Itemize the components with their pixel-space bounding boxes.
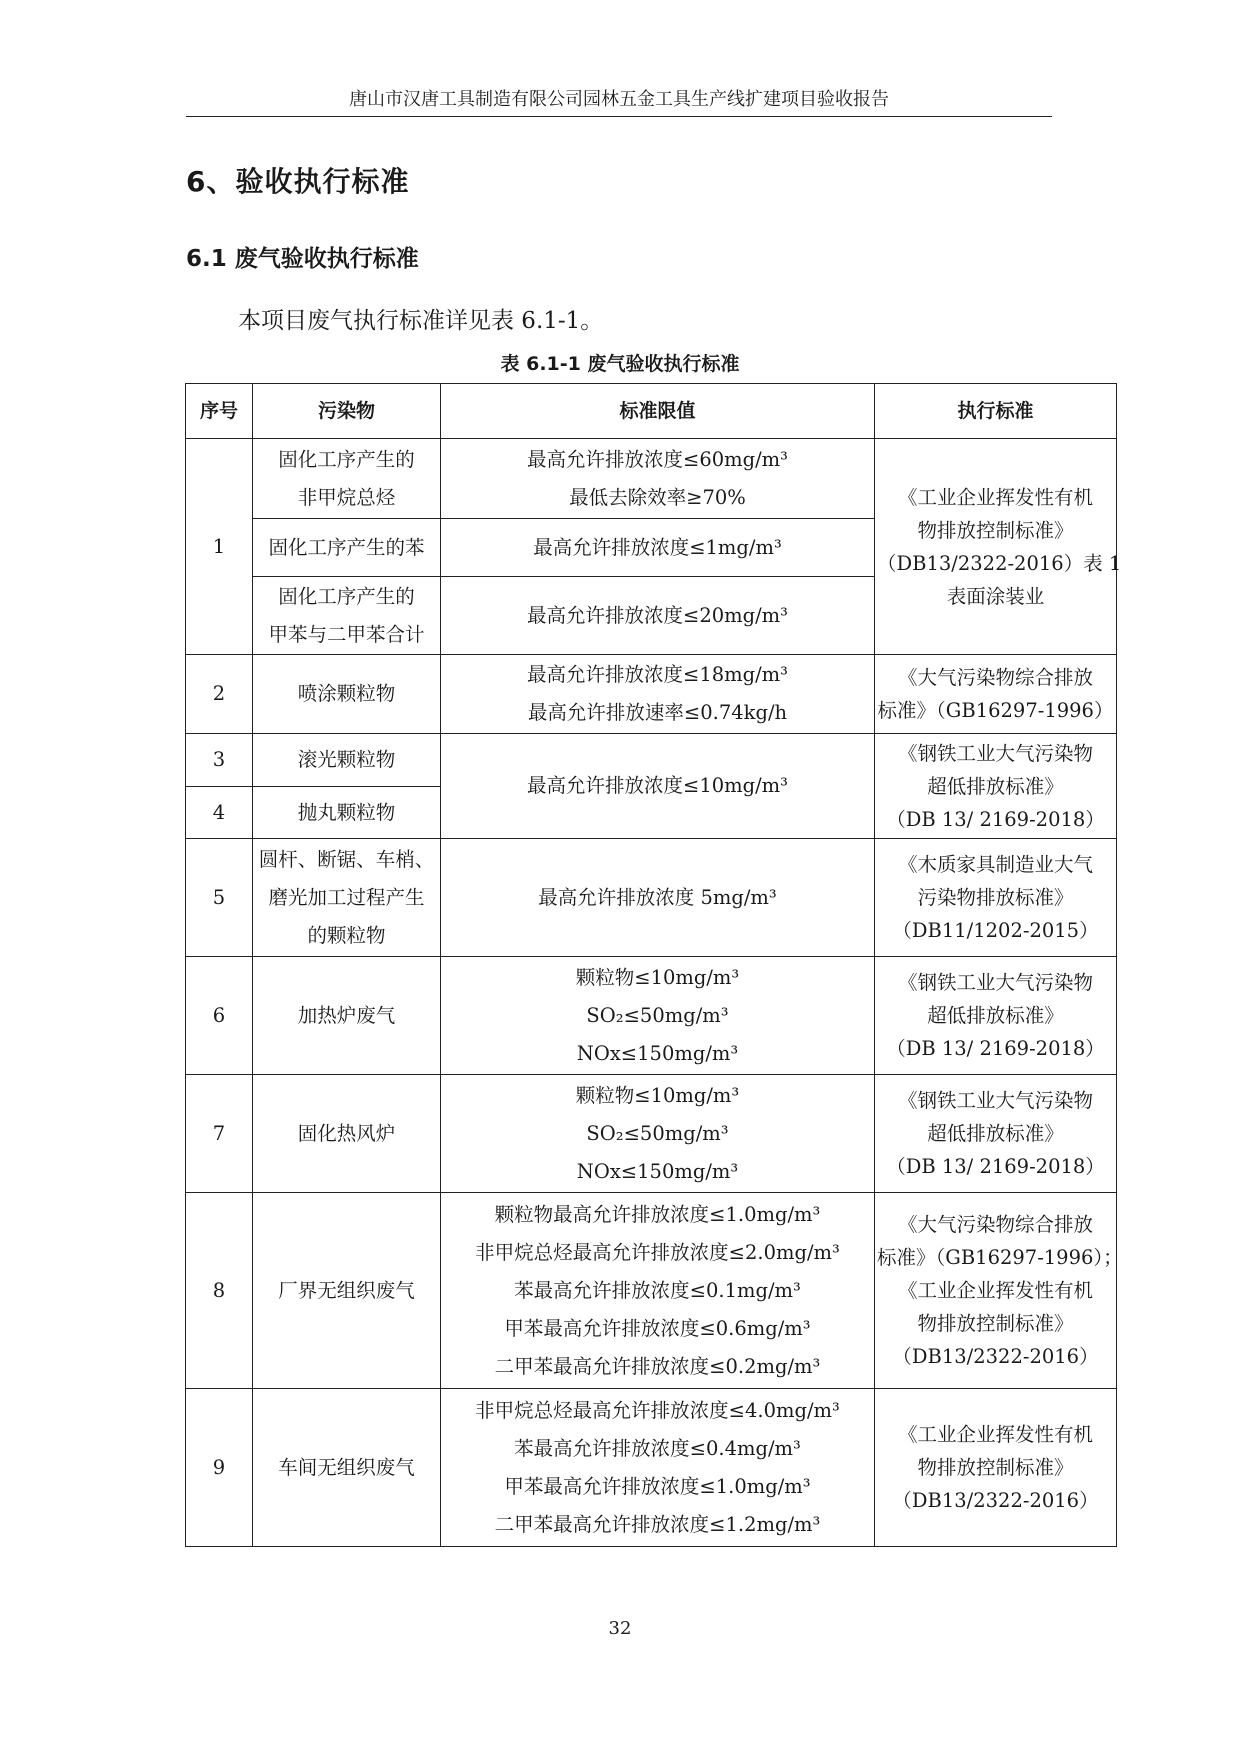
standard-cell: 《工业企业挥发性有机 物排放控制标准》 （DB13/2322-2016）表 1 表面涂装业	[875, 439, 1117, 655]
row-number: 7	[186, 1075, 253, 1193]
pollutant-cell: 喷涂颗粒物	[253, 655, 441, 734]
column-header-pollutant: 污染物	[253, 384, 441, 439]
limit-cell: 非甲烷总烃最高允许排放浓度≤4.0mg/m³ 苯最高允许排放浓度≤0.4mg/m³ 甲苯最高允许排放浓度≤1.0mg/m³ 二甲苯最高允许排放浓度≤1.2mg/m³	[441, 1389, 875, 1547]
column-header-no: 序号	[186, 384, 253, 439]
column-header-standard: 执行标准	[875, 384, 1117, 439]
pollutant-cell: 加热炉废气	[253, 957, 441, 1075]
table-row	[186, 1075, 1117, 1193]
section-title: 6、验收执行标准	[186, 165, 410, 198]
limit-cell: 最高允许排放浓度 5mg/m³	[441, 839, 875, 957]
pollutant-cell: 抛丸颗粒物	[253, 787, 441, 839]
standard-cell: 《木质家具制造业大气 污染物排放标准》 （DB11/1202-2015）	[875, 839, 1117, 957]
pollutant-cell: 固化工序产生的 非甲烷总烃	[253, 439, 441, 519]
limit-cell: 最高允许排放浓度≤18mg/m³ 最高允许排放速率≤0.74kg/h	[441, 655, 875, 734]
pollutant-cell: 圆杆、断锯、车梢、 磨光加工过程产生 的颗粒物	[253, 839, 441, 957]
table-row	[186, 734, 1117, 787]
limit-cell: 颗粒物≤10mg/m³ SO₂≤50mg/m³ NOx≤150mg/m³	[441, 957, 875, 1075]
standard-cell: 《大气污染物综合排放 标准》（GB16297-1996）； 《工业企业挥发性有机 物排放控制标准》 （DB13/2322-2016）	[875, 1193, 1117, 1389]
table-row	[186, 839, 1117, 957]
pollutant-cell: 车间无组织废气	[253, 1389, 441, 1547]
pollutant-cell: 滚光颗粒物	[253, 734, 441, 787]
intro-paragraph: 本项目废气执行标准详见表 6.1-1。	[238, 308, 604, 334]
row-number: 8	[186, 1193, 253, 1389]
limit-cell: 最高允许排放浓度≤10mg/m³	[441, 734, 875, 839]
row-number: 6	[186, 957, 253, 1075]
standard-cell: 《钢铁工业大气污染物 超低排放标准》 （DB 13/ 2169-2018）	[875, 734, 1117, 839]
table-caption: 表 6.1-1 废气验收执行标准	[500, 353, 740, 375]
row-number: 2	[186, 655, 253, 734]
table-row	[186, 1193, 1117, 1389]
pollutant-cell: 固化工序产生的 甲苯与二甲苯合计	[253, 577, 441, 655]
emission-standards-table	[185, 383, 1123, 1547]
row-number: 5	[186, 839, 253, 957]
row-number: 1	[186, 439, 253, 655]
table-row	[186, 439, 1117, 519]
standard-cell: 《工业企业挥发性有机 物排放控制标准》 （DB13/2322-2016）	[875, 1389, 1117, 1547]
table-row	[186, 1389, 1117, 1547]
row-number: 3	[186, 734, 253, 787]
limit-cell: 颗粒物最高允许排放浓度≤1.0mg/m³ 非甲烷总烃最高允许排放浓度≤2.0mg/m³ 苯最高允许排放浓度≤0.1mg/m³ 甲苯最高允许排放浓度≤0.6mg/m³ 二甲苯最高允许排放浓度≤0.2mg/m³	[441, 1193, 875, 1389]
limit-cell: 最高允许排放浓度≤60mg/m³ 最低去除效率≥70%	[441, 439, 875, 519]
pollutant-cell: 固化热风炉	[253, 1075, 441, 1193]
standard-cell: 《大气污染物综合排放 标准》（GB16297-1996）	[875, 655, 1117, 734]
column-header-limit: 标准限值	[441, 384, 875, 439]
standard-cell: 《钢铁工业大气污染物 超低排放标准》 （DB 13/ 2169-2018）	[875, 1075, 1117, 1193]
table-row	[186, 655, 1117, 734]
table-header-row	[186, 384, 1117, 439]
page-number: 32	[608, 1618, 632, 1639]
page-header: 唐山市汉唐工具制造有限公司园林五金工具生产线扩建项目验收报告	[186, 88, 1052, 117]
pollutant-cell: 厂界无组织废气	[253, 1193, 441, 1389]
subsection-title: 6.1 废气验收执行标准	[186, 246, 419, 272]
limit-cell: 最高允许排放浓度≤20mg/m³	[441, 577, 875, 655]
pollutant-cell: 固化工序产生的苯	[253, 519, 441, 577]
limit-cell: 最高允许排放浓度≤1mg/m³	[441, 519, 875, 577]
row-number: 9	[186, 1389, 253, 1547]
row-number: 4	[186, 787, 253, 839]
standard-cell: 《钢铁工业大气污染物 超低排放标准》 （DB 13/ 2169-2018）	[875, 957, 1117, 1075]
table-row	[186, 957, 1117, 1075]
limit-cell: 颗粒物≤10mg/m³ SO₂≤50mg/m³ NOx≤150mg/m³	[441, 1075, 875, 1193]
